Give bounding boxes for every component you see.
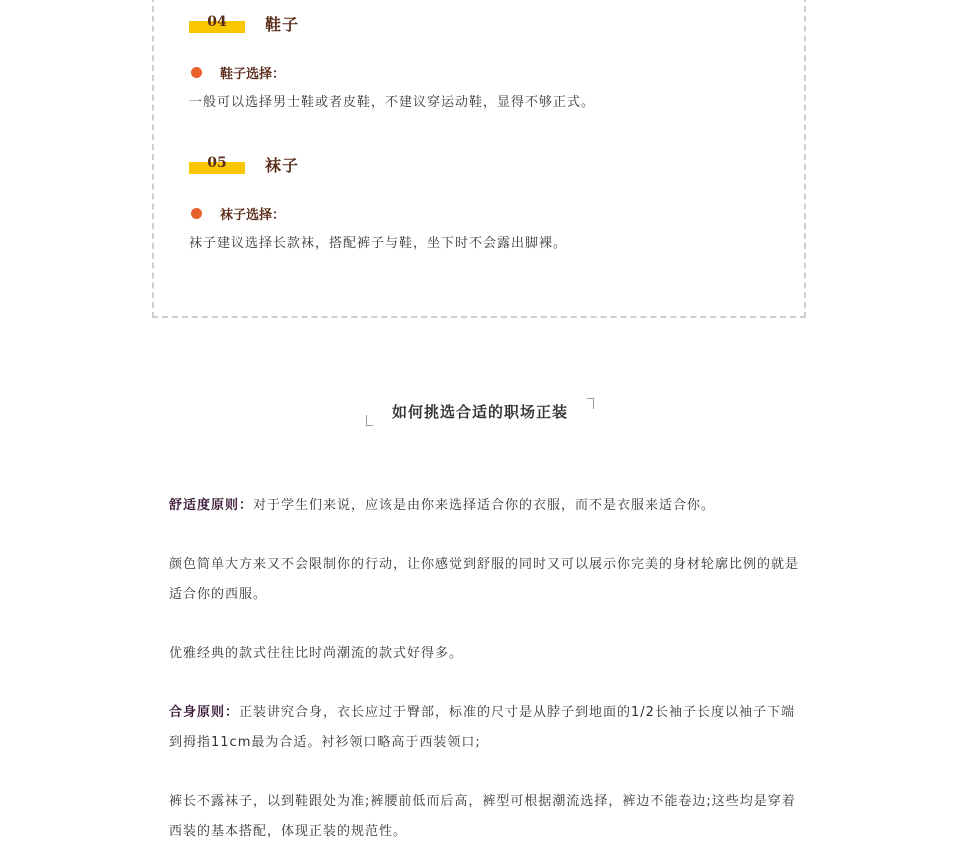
section-number-badge [189, 12, 245, 34]
section-number-badge [189, 153, 245, 175]
section-header-shoes [189, 12, 299, 34]
paragraph-label: 合身原则： [169, 705, 240, 720]
section-title: 袜子 [265, 155, 300, 175]
bullet-dot-icon [191, 208, 202, 219]
section-description: 一般可以选择男士鞋或者皮鞋，不建议穿运动鞋，显得不够正式。 [189, 95, 596, 110]
section-description: 袜子建议选择长款袜，搭配裤子与鞋，坐下时不会露出脚裸。 [189, 236, 568, 251]
section-number: 04 [207, 14, 227, 30]
paragraph-color [169, 550, 799, 610]
paragraph-text: 裤长不露袜子，以到鞋跟处为准;裤腰前低而后高，裤型可根据潮流选择，裤边不能卷边;这些均是穿着西装的基本搭配，体现正装的规范性。 [169, 794, 796, 839]
paragraph-style [169, 639, 799, 669]
paragraph-text: 对于学生们来说，应该是由你来选择适合你的衣服，而不是衣服来适合你。 [253, 498, 716, 513]
sub-label-text: 鞋子选择： [220, 67, 286, 82]
sub-label-socks [191, 204, 285, 223]
paragraph-text: 颜色简单大方来又不会限制你的行动，让你感觉到舒服的同时又可以展示你完美的身材轮廓比例的就是适合你的西服。 [169, 557, 800, 602]
sub-label-text: 袜子选择： [220, 208, 286, 223]
sub-label-shoes [191, 63, 285, 82]
paragraph-trousers [169, 787, 799, 847]
paragraph-comfort [169, 491, 799, 521]
paragraph-text: 正装讲究合身，衣长应过于臀部，标准的尺寸是从脖子到地面的1/2长袖子长度以袖子下端到拇指11cm最为合适。衬衫领口略高于西装领口; [169, 705, 795, 750]
section-number: 05 [207, 155, 227, 171]
section-title: 鞋子 [265, 14, 300, 34]
heading-text: 如何挑选合适的职场正装 [391, 403, 568, 421]
bullet-dot-icon [191, 67, 202, 78]
section-header-socks [189, 153, 299, 175]
paragraph-label: 舒适度原则： [169, 498, 254, 513]
paragraph-text: 优雅经典的款式往往比时尚潮流的款式好得多。 [169, 646, 464, 661]
article-heading [366, 398, 594, 426]
paragraph-fit [169, 698, 799, 758]
